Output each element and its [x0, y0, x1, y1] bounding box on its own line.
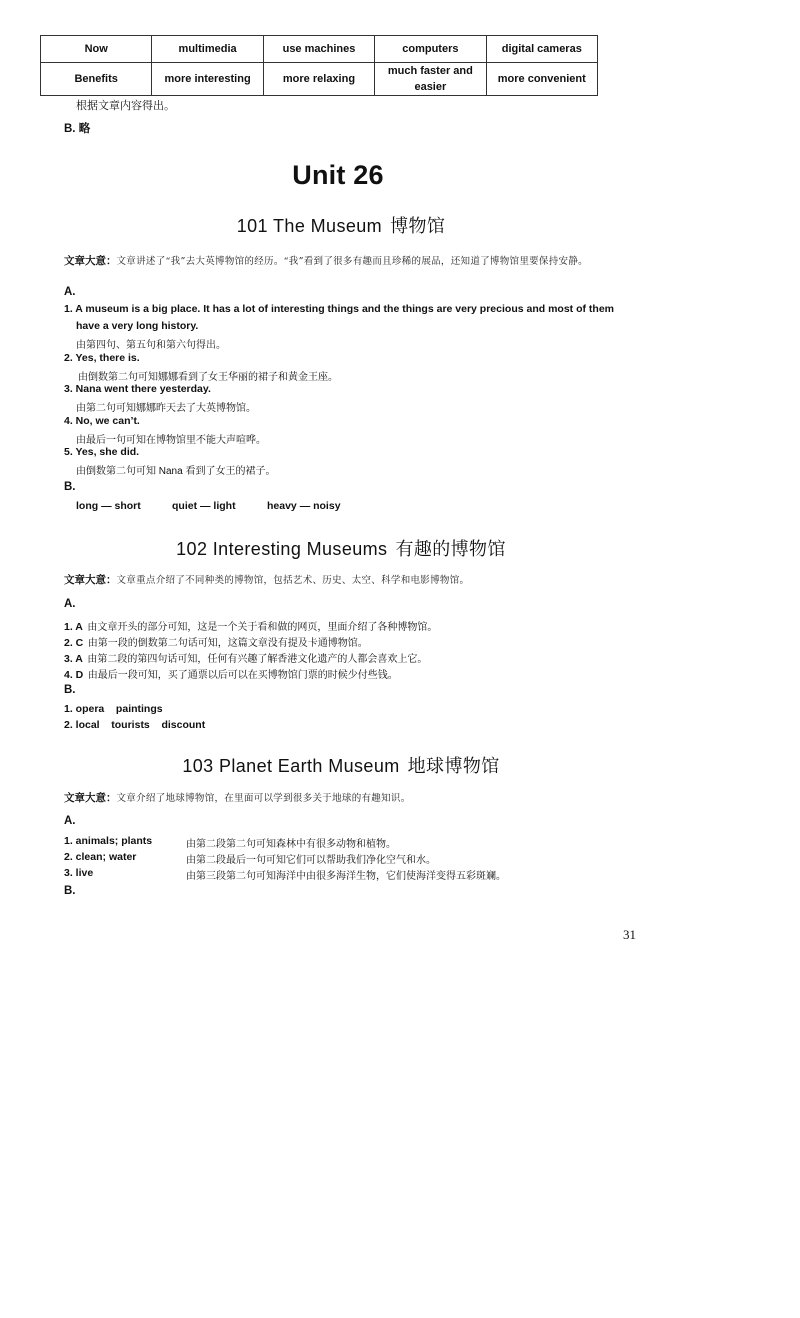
- list-item: 5. Yes, she did.: [64, 446, 140, 458]
- section-103-a-label: A.: [64, 815, 76, 827]
- section-103-b-label: B.: [64, 885, 76, 897]
- section-101-title-zh: 博物馆: [390, 216, 446, 236]
- list-item-note: 由第三段第二句可知海洋中由很多海洋生物，它们使海洋变得五彩斑斓。: [186, 871, 506, 882]
- table-cell: more convenient: [486, 63, 597, 96]
- list-item: 1. A museum is a big place. It has a lot of interesting things and the things are very precious and most of them: [64, 303, 614, 315]
- answer-note: 由文章开头的部分可知，这是一个关于看和做的网页，里面介绍了各种博物馆。: [87, 622, 438, 633]
- section-102-heading: [0, 535, 682, 561]
- summary-text: 文章重点介绍了不同种类的博物馆，包括艺术、历史、太空、科学和电影博物馆。: [116, 575, 470, 586]
- section-102-summary: [64, 572, 469, 587]
- table-cell: more relaxing: [263, 63, 374, 96]
- comparison-table: [40, 35, 598, 96]
- section-101-title: 101 The Museum: [236, 216, 383, 236]
- section-103-title-zh: 地球博物馆: [407, 756, 500, 776]
- list-item: 3. Nana went there yesterday.: [64, 383, 211, 395]
- list-item-cont: have a very long history.: [76, 320, 199, 332]
- section-102-b-label: B.: [64, 684, 76, 696]
- list-item: 1. animals; plants: [64, 835, 153, 847]
- page-number: 31: [623, 927, 636, 942]
- list-item: 3. live: [64, 867, 94, 879]
- table-cell: Now: [41, 36, 152, 63]
- unit-title: Unit 26: [292, 160, 384, 190]
- section-b-top: B. 略: [64, 123, 91, 135]
- answer-note: 由第二段的第四句话可知，任何有兴趣了解香港文化遗产的人都会喜欢上它。: [87, 654, 428, 665]
- answer-letter: 4. D: [64, 669, 84, 681]
- answer-letter: 1. A: [64, 621, 83, 633]
- section-102-a-label: A.: [64, 598, 76, 610]
- section-101-b-label: B.: [64, 481, 76, 493]
- table-cell: computers: [375, 36, 486, 63]
- table-cell: digital cameras: [486, 36, 597, 63]
- table-cell: more interesting: [152, 63, 263, 96]
- section-103-title: 103 Planet Earth Museum: [182, 756, 400, 776]
- list-item-note: 由第二句可知娜娜昨天去了大英博物馆。: [76, 403, 256, 414]
- summary-label: 文章大意：: [64, 255, 117, 267]
- table-note: 根据文章内容得出。: [76, 100, 175, 112]
- summary-text: 文章介绍了地球博物馆，在里面可以学到很多关于地球的有趣知识。: [116, 793, 411, 804]
- list-item-note: 由最后一句可知在博物馆里不能大声喧哗。: [76, 435, 266, 446]
- list-item-note: 由倒数第二句可知娜娜看到了女王华丽的裙子和黄金王座。: [78, 372, 338, 383]
- answer-note: 由最后一段可知，买了通票以后可以在买博物馆门票的时候少付些钱。: [87, 670, 398, 681]
- word-pair: heavy — noisy: [267, 500, 341, 512]
- table-row: [41, 36, 598, 63]
- table-row: [41, 63, 598, 96]
- summary-text: 文章讲述了“我”去大英博物馆的经历。“我”看到了很多有趣而且珍稀的展品，还知道了博物馆里要保持安静。: [116, 256, 588, 267]
- section-102-title-zh: 有趣的博物馆: [395, 539, 506, 559]
- list-item-note: 由第四句、第五句和第六句得出。: [76, 340, 226, 351]
- answer-letter: 3. A: [64, 653, 83, 665]
- list-item-note: 由倒数第二句可知 Nana 看到了女王的裙子。: [76, 466, 276, 477]
- list-item: 2. clean; water: [64, 851, 137, 863]
- summary-label: 文章大意：: [64, 792, 117, 804]
- list-item: 2. local tourists discount: [64, 719, 206, 731]
- answer-note: 由第一段的倒数第二句话可知，这篇文章没有提及卡通博物馆。: [87, 638, 368, 649]
- word-pair: quiet — light: [172, 500, 236, 512]
- list-item-note: 由第二段最后一句可知它们可以帮助我们净化空气和水。: [186, 855, 436, 866]
- section-102-title: 102 Interesting Museums: [176, 539, 388, 559]
- table-cell: Benefits: [41, 63, 152, 96]
- table-cell: use machines: [263, 36, 374, 63]
- section-101-summary: [64, 253, 588, 268]
- section-101-heading: [0, 212, 682, 238]
- list-item: [64, 665, 398, 683]
- list-item-note: 由第二段第二句可知森林中有很多动物和植物。: [186, 839, 396, 850]
- section-101-a-label: A.: [64, 286, 76, 298]
- table-cell: multimedia: [152, 36, 263, 63]
- answer-letter: 2. C: [64, 637, 84, 649]
- section-103-summary: [64, 790, 411, 805]
- list-item: 2. Yes, there is.: [64, 352, 140, 364]
- word-pair: long — short: [76, 500, 141, 512]
- section-103-heading: [0, 752, 682, 778]
- table-cell: much faster and easier: [375, 63, 486, 96]
- list-item: 1. opera paintings: [64, 703, 163, 715]
- summary-label: 文章大意：: [64, 574, 117, 586]
- list-item: 4. No, we can’t.: [64, 415, 140, 427]
